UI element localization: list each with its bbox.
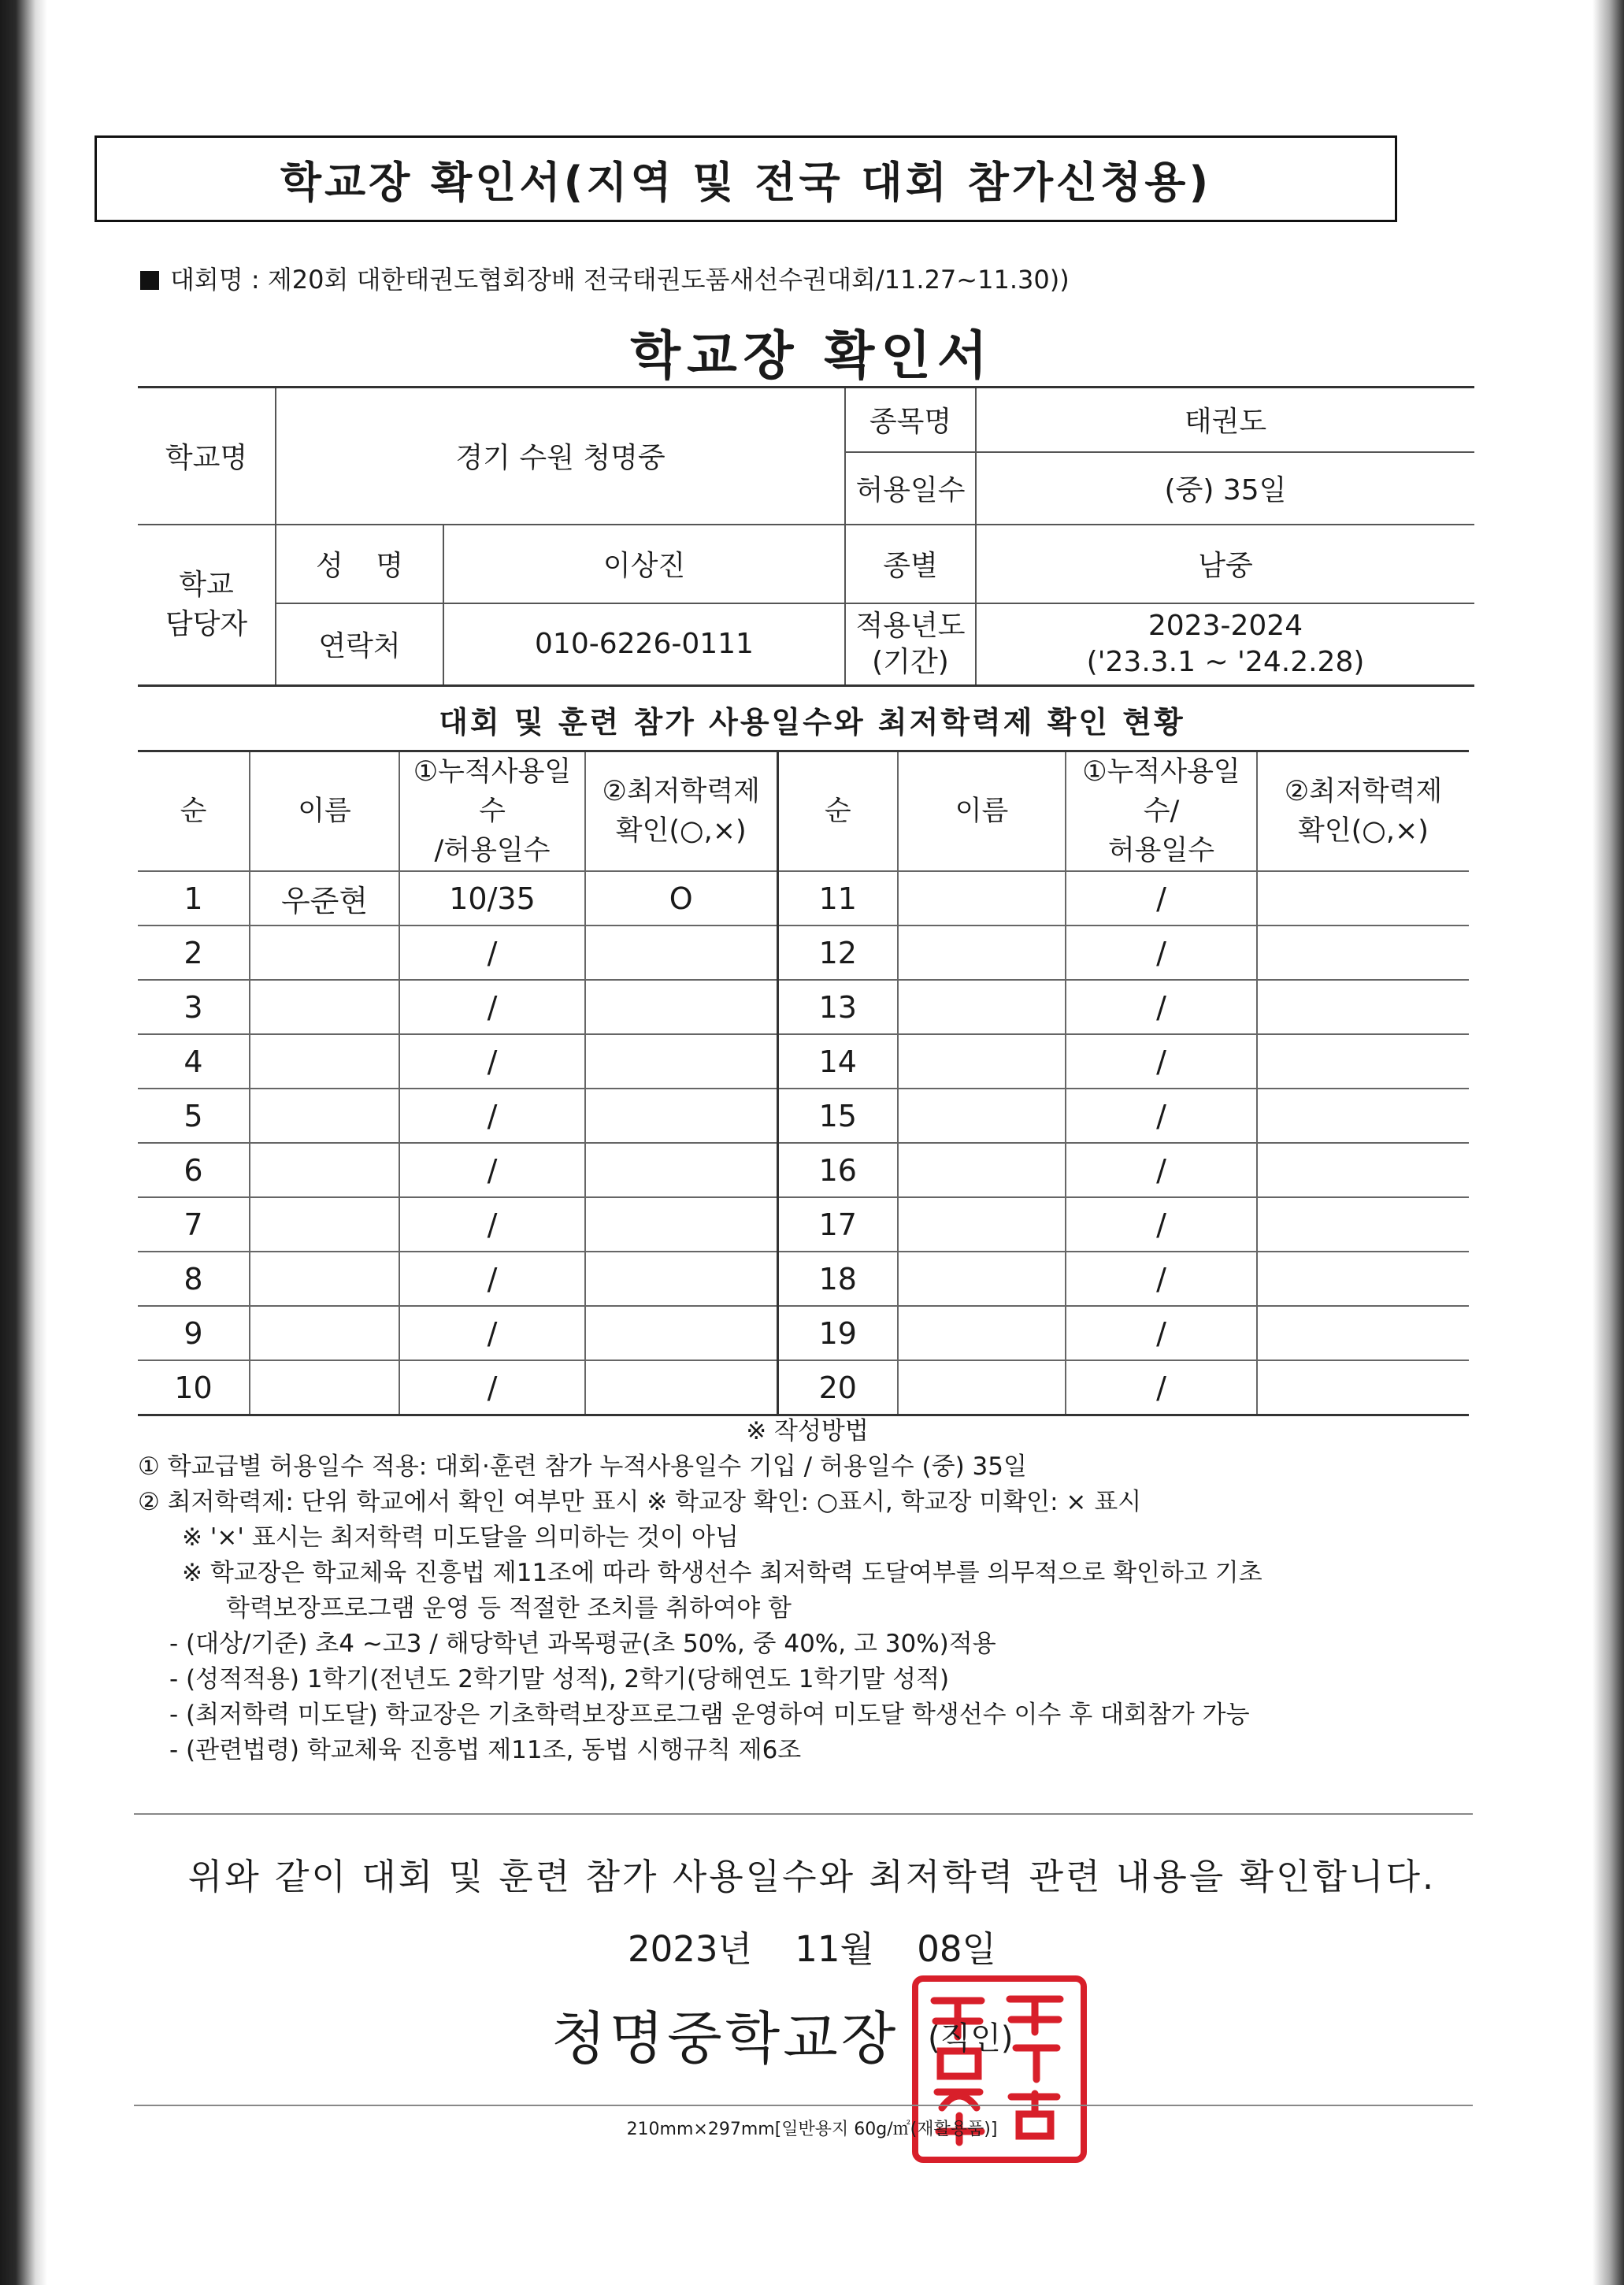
days-used-right: / [1066, 1034, 1257, 1089]
grade-check-left: O [585, 871, 777, 925]
days-used-left: / [399, 925, 585, 980]
contact-label: 연락처 [276, 603, 443, 686]
grade-check-right [1257, 1197, 1469, 1252]
staff-label: 학교 담당자 [138, 525, 276, 686]
row-number-right: 17 [777, 1197, 898, 1252]
header-check-left [585, 751, 777, 872]
athlete-name-left [250, 1360, 399, 1415]
grade-check-left [585, 1143, 777, 1197]
grade-check-right [1257, 1360, 1469, 1415]
row-number-left: 6 [138, 1143, 250, 1197]
header-check-right [1257, 751, 1469, 872]
header-days-right [1066, 751, 1257, 872]
grade-check-left [585, 1197, 777, 1252]
instruction-line: - (최저학력 미도달) 학교장은 기초학력보장프로그램 운영하여 미도달 학생선수 이수 후 대회참가 가능 [169, 1701, 1250, 1729]
row-number-right: 14 [777, 1034, 898, 1089]
header-no-right: 순 [777, 751, 898, 872]
athlete-name-right [898, 1197, 1066, 1252]
grade-check-right [1257, 1143, 1469, 1197]
days-used-right: / [1066, 871, 1257, 925]
days-used-left: / [399, 1360, 585, 1415]
days-used-right: / [1066, 1306, 1257, 1360]
header-check-left-line1: ②최저학력제 [602, 776, 760, 807]
athlete-name-right [898, 1306, 1066, 1360]
school-name-label: 학교명 [138, 388, 276, 525]
athlete-name-left [250, 980, 399, 1034]
event-label: 종목명 [845, 388, 976, 452]
divider [134, 1813, 1473, 1815]
days-used-right: / [1066, 1197, 1257, 1252]
row-number-right: 18 [777, 1252, 898, 1306]
row-number-right: 16 [777, 1143, 898, 1197]
row-number-right: 20 [777, 1360, 898, 1415]
event-value: 태권도 [976, 388, 1474, 452]
seal-label: (직인) [928, 2020, 1014, 2057]
days-used-left: / [399, 1252, 585, 1306]
athlete-name-right [898, 1360, 1066, 1415]
athlete-name-left [250, 1306, 399, 1360]
grade-check-left [585, 1306, 777, 1360]
instruction-line: ② 최저학력제: 단위 학교에서 확인 여부만 표시 ※ 학교장 확인: ○표시, 학교장 미확인: × 표시 [138, 1488, 1142, 1516]
confirmation-date: 2023년 11월 08일 [627, 1928, 997, 1970]
grade-check-right [1257, 871, 1469, 925]
table-row [138, 1306, 1469, 1360]
days-used-left: / [399, 1034, 585, 1089]
grade-check-right [1257, 1252, 1469, 1306]
grade-check-right [1257, 1306, 1469, 1360]
instructions-heading: ※ 작성방법 [746, 1417, 869, 1445]
table-row [138, 1143, 1469, 1197]
grade-check-left [585, 1034, 777, 1089]
days-used-left: / [399, 1089, 585, 1143]
apply-year-label [845, 603, 976, 686]
days-used-right: / [1066, 980, 1257, 1034]
header-days-left-line2: /허용일수 [434, 835, 551, 866]
header-days-left-line1: ①누적사용일수 [413, 756, 572, 827]
school-name-value: 경기 수원 청명중 [276, 388, 845, 525]
days-used-left: / [399, 1306, 585, 1360]
table-row [138, 1252, 1469, 1306]
staff-name-value: 이상진 [443, 525, 845, 603]
grade-check-left [585, 1089, 777, 1143]
row-number-left: 10 [138, 1360, 250, 1415]
days-used-left: 10/35 [399, 871, 585, 925]
days-used-left: / [399, 1197, 585, 1252]
paper-spec: 210mm×297mm[일반용지 60g/㎡(재활용품)] [626, 2120, 998, 2139]
row-number-right: 12 [777, 925, 898, 980]
contact-value: 010-6226-0111 [443, 603, 845, 686]
roster-title: 대회 및 훈련 참가 사용일수와 최저학력제 확인 현황 [439, 705, 1185, 740]
days-used-right: / [1066, 1143, 1257, 1197]
days-used-right: / [1066, 1089, 1257, 1143]
athlete-name-left [250, 1034, 399, 1089]
grade-check-left [585, 1360, 777, 1415]
apply-year-label-line1: 적용년도 [855, 609, 966, 642]
row-number-left: 9 [138, 1306, 250, 1360]
apply-year-range: 2023-2024 [1148, 609, 1303, 642]
header-name-right: 이름 [898, 751, 1066, 872]
instruction-line: ※ 학교장은 학교체육 진흥법 제11조에 따라 학생선수 최저학력 도달여부를 의무적으로 확인하고 기초 [182, 1559, 1262, 1587]
row-number-right: 19 [777, 1306, 898, 1360]
days-used-right: / [1066, 925, 1257, 980]
header-days-right-line1: ①누적사용일수/ [1082, 756, 1240, 827]
table-row [138, 871, 1469, 925]
gender-value: 남중 [976, 525, 1474, 603]
days-used-left: / [399, 980, 585, 1034]
athlete-name-left [250, 1252, 399, 1306]
competition-name: 대회명 : 제20회 대한태권도협회장배 전국태권도품새선수권대회/11.27~11.30)) [170, 265, 1070, 295]
days-used-left: / [399, 1143, 585, 1197]
table-row [138, 925, 1469, 980]
instruction-line: 학력보장프로그램 운영 등 적절한 조치를 취하여야 함 [226, 1594, 792, 1623]
apply-year-value [976, 603, 1474, 686]
row-number-right: 11 [777, 871, 898, 925]
header-check-left-line2: 확인(○,×) [615, 815, 747, 847]
athlete-name-right [898, 925, 1066, 980]
writing-instructions [138, 1414, 1477, 1768]
athlete-name-right [898, 1252, 1066, 1306]
header-check-right-line1: ②최저학력제 [1284, 776, 1443, 807]
competition-line [140, 260, 1070, 296]
grade-check-left [585, 980, 777, 1034]
instruction-line: ① 학교급별 허용일수 적용: 대회·훈련 참가 누적사용일수 기입 / 허용일수 (중) 35일 [138, 1452, 1027, 1481]
grade-check-right [1257, 980, 1469, 1034]
allowed-days-label: 허용일수 [845, 452, 976, 525]
grade-check-right [1257, 1089, 1469, 1143]
instruction-line: - (대상/기준) 초4 ~고3 / 해당학년 과목평균(초 50%, 중 40%, 고 30%)적용 [169, 1630, 996, 1658]
athlete-roster-table [138, 750, 1469, 1416]
athlete-name-right [898, 1089, 1066, 1143]
school-info-table [138, 386, 1474, 687]
athlete-name-left [250, 925, 399, 980]
row-number-left: 1 [138, 871, 250, 925]
bullet-square-icon [140, 271, 159, 290]
row-number-left: 7 [138, 1197, 250, 1252]
header-check-right-line2: 확인(○,×) [1298, 815, 1429, 847]
principal-title: 청명중학교장 [551, 2005, 899, 2072]
header-name-left: 이름 [250, 751, 399, 872]
days-used-right: / [1066, 1252, 1257, 1306]
row-number-left: 4 [138, 1034, 250, 1089]
row-number-left: 2 [138, 925, 250, 980]
row-number-left: 8 [138, 1252, 250, 1306]
table-row [138, 1197, 1469, 1252]
row-number-left: 3 [138, 980, 250, 1034]
grade-check-right [1257, 1034, 1469, 1089]
table-row [138, 1034, 1469, 1089]
header-days-right-line2: 허용일수 [1107, 835, 1215, 866]
table-row [138, 1360, 1469, 1415]
athlete-name-left [250, 1089, 399, 1143]
instruction-line: - (관련법령) 학교체육 진흥법 제11조, 동법 시행규칙 제6조 [169, 1736, 802, 1764]
athlete-name-right [898, 871, 1066, 925]
header-no-left: 순 [138, 751, 250, 872]
athlete-name-left [250, 1197, 399, 1252]
athlete-name-right [898, 1143, 1066, 1197]
header-days-left [399, 751, 585, 872]
days-used-right: / [1066, 1360, 1257, 1415]
apply-year-period: ('23.3.1 ~ '24.2.28) [1086, 645, 1365, 678]
table-row [138, 980, 1469, 1034]
allowed-days-value: (중) 35일 [976, 452, 1474, 525]
athlete-name-right [898, 980, 1066, 1034]
row-number-left: 5 [138, 1089, 250, 1143]
confirmation-statement: 위와 같이 대회 및 훈련 참가 사용일수와 최저학력 관련 내용을 확인합니다. [187, 1856, 1437, 1897]
table-row [138, 1089, 1469, 1143]
grade-check-left [585, 1252, 777, 1306]
athlete-name-left: 우준현 [250, 871, 399, 925]
row-number-right: 13 [777, 980, 898, 1034]
athlete-name-right [898, 1034, 1066, 1089]
gender-label: 종별 [845, 525, 976, 603]
instruction-line: ※ '×' 표시는 최저학력 미도달을 의미하는 것이 아님 [182, 1523, 739, 1552]
row-number-right: 15 [777, 1089, 898, 1143]
apply-year-label-line2: (기간) [872, 645, 949, 678]
staff-name-label: 성 명 [276, 525, 443, 603]
grade-check-left [585, 925, 777, 980]
form-title: 학교장 확인서(지역 및 전국 대회 참가신청용) [95, 135, 1397, 222]
grade-check-right [1257, 925, 1469, 980]
athlete-name-left [250, 1143, 399, 1197]
document-title: 학교장 확인서 [630, 325, 994, 386]
footer-divider [134, 2105, 1473, 2106]
instruction-line: - (성적적용) 1학기(전년도 2학기말 성적), 2학기(당해연도 1학기말 성적) [169, 1665, 950, 1693]
